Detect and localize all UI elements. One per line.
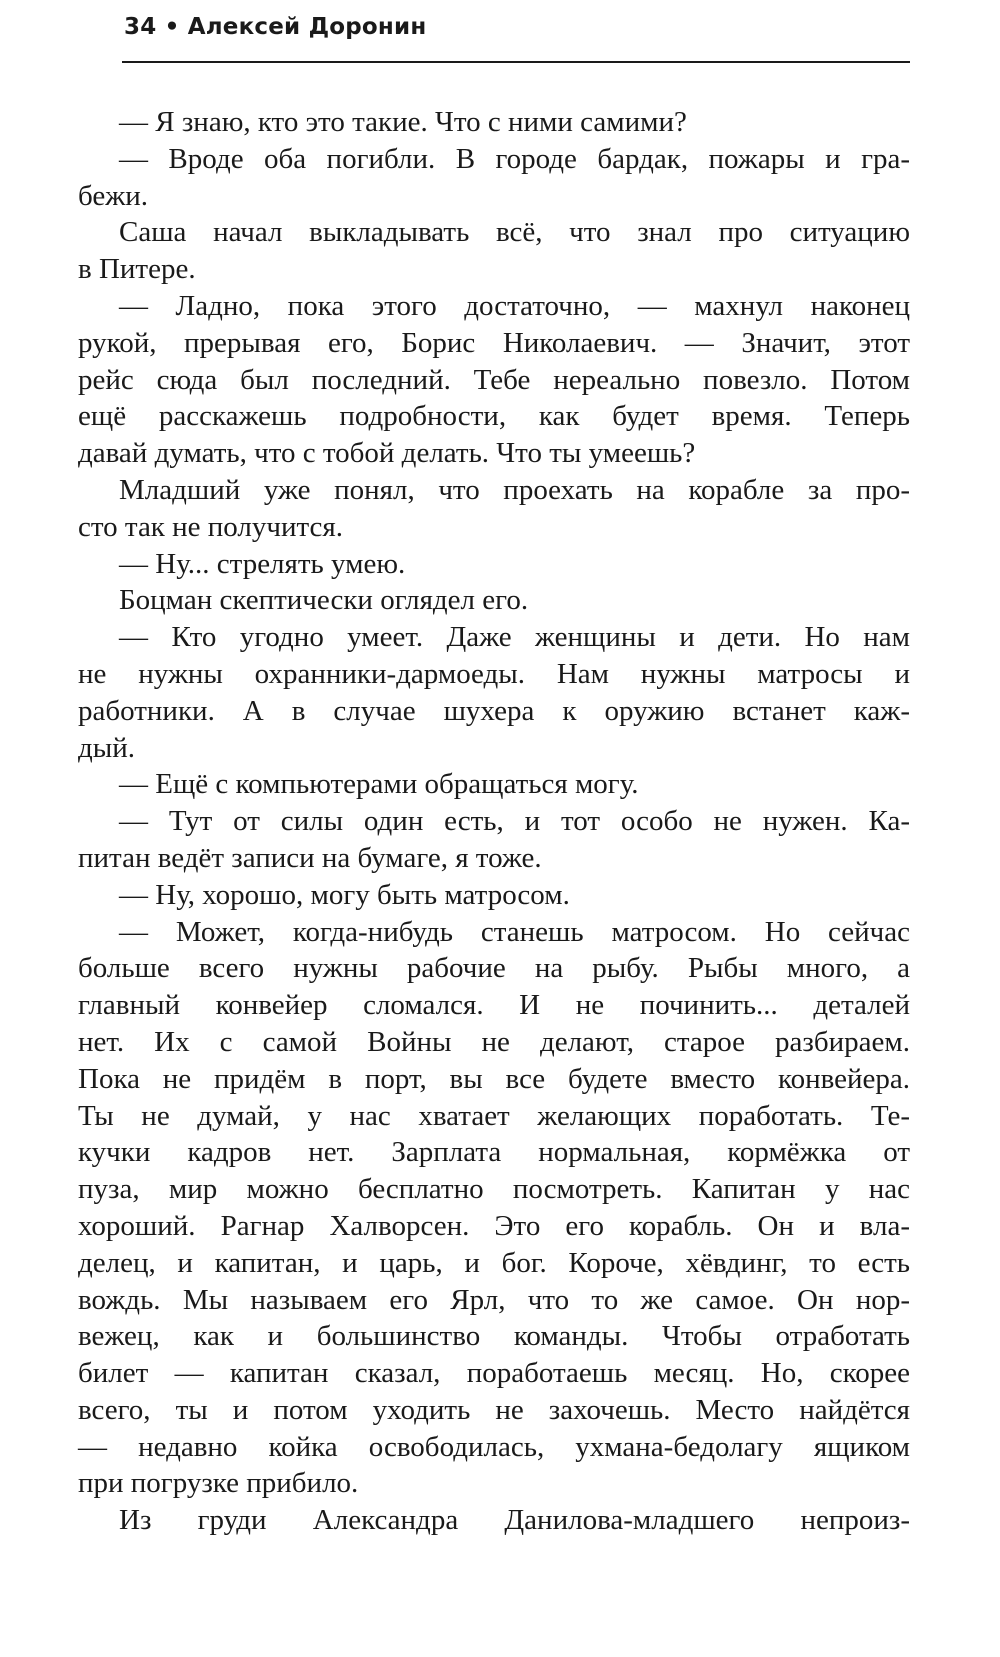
text-line: Пока не придём в порт, вы все будете вместо конвейера. (78, 1062, 910, 1095)
body-text (78, 104, 910, 1539)
author-name: Алексей Доронин (187, 14, 427, 40)
text-line: — Ну... стрелять умею. (119, 547, 406, 580)
text-line: всего, ты и потом уходить не захочешь. Место найдётся (78, 1393, 910, 1426)
running-head (124, 14, 426, 40)
text-line: кучки кадров нет. Зарплата нормальная, кормёжка от (78, 1136, 910, 1169)
text-line: питан ведёт записи на бумаге, я тоже. (78, 841, 542, 874)
text-line: — Тут от силы один есть, и тот особо не нужен. Ка- (119, 805, 910, 838)
text-line: вождь. Мы называем его Ярл, что то же самое. Он нор- (78, 1283, 910, 1316)
page-number: 34 (124, 14, 157, 40)
text-line: ещё расскажешь подробности, как будет время. Теперь (78, 400, 910, 433)
text-line: — Ещё с компьютерами обращаться могу. (119, 768, 639, 801)
text-line: — Может, когда-нибудь станешь матросом. Но сейчас (119, 915, 910, 948)
text-line: работники. А в случае шухера к оружию встанет каж- (78, 694, 910, 727)
text-line: билет — капитан сказал, поработаешь месяц. Но, скорее (78, 1357, 910, 1390)
text-line: Младший уже понял, что проехать на корабле за про- (119, 473, 910, 506)
text-line: — Кто угодно умеет. Даже женщины и дети. Но нам (119, 621, 910, 654)
text-line: — Вроде оба погибли. В городе бардак, пожары и гра- (119, 142, 910, 175)
text-line: — Ладно, пока этого достаточно, — махнул наконец (119, 289, 910, 322)
text-line: в Питере. (78, 253, 196, 286)
text-line: пуза, мир можно бесплатно посмотреть. Капитан у нас (78, 1173, 910, 1206)
text-line: Из груди Александра Данилова-младшего непроиз- (119, 1504, 910, 1537)
text-line: Саша начал выкладывать всё, что знал про ситуацию (119, 216, 910, 249)
text-line: дый. (78, 731, 136, 764)
text-line: — недавно койка освободилась, ухмана-бедолагу ящиком (78, 1430, 910, 1463)
text-line: рейс сюда был последний. Тебе нереально повезло. Потом (78, 363, 910, 396)
text-line: нет. Их с самой Войны не делают, старое разбираем. (78, 1025, 910, 1058)
text-line: хороший. Рагнар Халворсен. Это его корабль. Он и вла- (78, 1209, 910, 1242)
text-line: бежи. (78, 179, 149, 212)
text-line: больше всего нужны рабочие на рыбу. Рыбы много, а (78, 952, 910, 985)
text-line: — Ну, хорошо, могу быть матросом. (119, 878, 570, 911)
text-line: главный конвейер сломался. И не починить... деталей (78, 989, 910, 1022)
text-line: вежец, как и большинство команды. Чтобы отработать (78, 1320, 910, 1353)
header-rule (122, 61, 910, 63)
text-line: давай думать, что с тобой делать. Что ты умеешь? (78, 437, 696, 470)
text-line: не нужны охранники-дармоеды. Нам нужны матросы и (78, 657, 910, 690)
text-line: Ты не думай, у нас хватает желающих поработать. Те- (78, 1099, 910, 1132)
text-line: Боцман скептически оглядел его. (119, 584, 529, 617)
text-line: сто так не получится. (78, 510, 343, 543)
text-line: при погрузке прибило. (78, 1467, 359, 1500)
header-separator: • (164, 14, 180, 40)
text-line: делец, и капитан, и царь, и бог. Короче, хёвдинг, то есть (78, 1246, 910, 1279)
text-line: — Я знаю, кто это такие. Что с ними самими? (119, 106, 687, 138)
text-line: рукой, прерывая его, Борис Николаевич. — Значит, этот (78, 326, 910, 359)
